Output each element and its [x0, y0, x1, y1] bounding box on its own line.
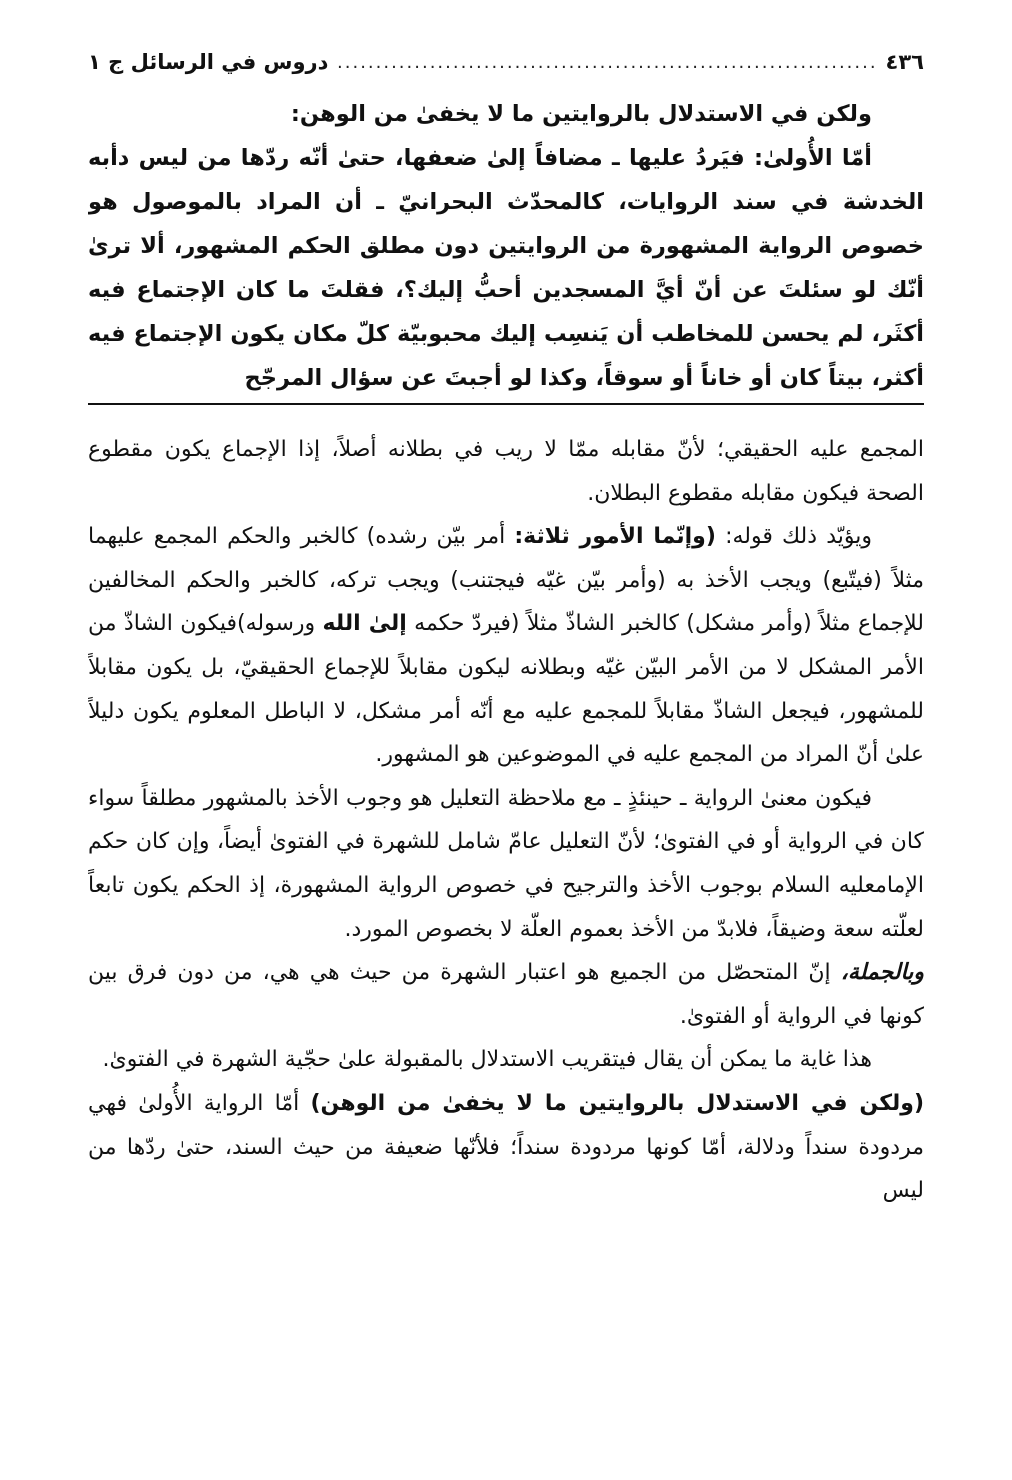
- emphasis-text: وبالجملة،: [840, 960, 924, 986]
- commentary-text: [88, 428, 924, 1458]
- commentary-paragraph: فيكون معنىٰ الرواية ـ حينئذٍ ـ مع ملاحظة التعليل هو وجوب الأخذ بالمشهور مطلقاً سواء كان في الرواية أو في الفتوىٰ؛ لأنّ التعليل عامّ شامل للشهرة في الفتوىٰ أيضاً، وإن كان حكم الإمامعليه السلام بوجوب الأخذ والترجيح في خصوص الرواية المشهورة، إذ الحكم يكون تابعاً لعلّته سعة وضيقاً، فلابدّ من الأخذ بعموم العلّة لا بخصوص المورد.: [88, 785, 924, 942]
- quoted-text: (ولكن في الاستدلال بالروايتين ما لا يخفىٰ من الوهن): [310, 1090, 924, 1116]
- main-paragraph: ولكن في الاستدلال بالروايتين ما لا يخفىٰ من الوهن:: [290, 101, 872, 127]
- text-run: أمّا الرواية الأُولىٰ فهي مردودة سنداً ودلالة، أمّا كونها مردودة سنداً؛ فلأنّها ضعيفة من حيث السند، حتىٰ ردّها من ليس: [88, 1090, 924, 1204]
- commentary-paragraph: [88, 1082, 924, 1213]
- page-number: ٤٣٦: [885, 50, 924, 74]
- quoted-text: إلىٰ الله: [322, 611, 407, 637]
- header-leader-dots: [336, 52, 877, 73]
- main-text: [88, 92, 924, 402]
- separator-line: [88, 403, 924, 405]
- quoted-text: (وإنّما الأمور ثلاثة:: [514, 524, 716, 550]
- book-title: دروس في الرسائل ج ١: [88, 50, 329, 74]
- commentary-paragraph: [88, 515, 924, 777]
- text-run: أمر بيّن رشده) كالخبر والحكم المجمع عليهما مثلاً (فيتّبع) ويجب الأخذ به (وأمر بيّن غيّه فيجتنب) ويجب تركه، كالخبر والحكم المخالفين للإجماع مثلاً (وأمر مشكل) كالخبر الشاذّ مثلاً (فيردّ حكمه: [88, 524, 924, 637]
- running-header: [88, 42, 924, 82]
- main-paragraph: أمّا الأُولىٰ: فيَردُ عليها ـ مضافاً إلىٰ ضعفها، حتىٰ أنّه ردّها من ليس دأبه الخدشة في سند الروايات، كالمحدّث البحرانيّ ـ أن المراد بالموصول هو خصوص الرواية المشهورة من الروايتين دون مطلق الحكم المشهور، ألا ترىٰ أنّك لو سئلتَ عن أنّ أيَّ المسجدين أحبُّ إليك؟، فقلتَ ما كان الإجتماع فيه أكثَر، لم يحسن للمخاطب أن يَنسِب إليك محبوبيّة كلّ مكان يكون الإجتماع فيه أكثر، بيتاً كان أو خاناً أو سوقاً، وكذا لو أجبتَ عن سؤال المرجّح: [88, 145, 924, 391]
- text-run: ورسوله)فيكون الشاذّ من الأمر المشكل لا من الأمر البيّن غيّه وبطلانه ليكون مقابلاً للإجماع الحقيقيّ، بل يكون مقابلاً للمشهور، فيجعل الشاذّ مقابلاً للمجمع عليه مع أنّه أمر مشكل، لا الباطل المعلوم يكون دليلاً علىٰ أنّ المراد من المجمع عليه في الموضوعين هو المشهور.: [88, 611, 924, 768]
- text-run: ويؤيّد ذلك قوله:: [715, 524, 872, 550]
- text-run: إنّ المتحصّل من الجميع هو اعتبار الشهرة من حيث هي هي، من دون فرق بين كونها في الرواية أو الفتوىٰ.: [88, 960, 924, 1029]
- commentary-paragraph: [88, 951, 924, 1038]
- commentary-paragraph: المجمع عليه الحقيقي؛ لأنّ مقابله ممّا لا ريب في بطلانه أصلاً، إذا الإجماع يكون مقطوع الصحة فيكون مقابله مقطوع البطلان.: [88, 437, 924, 506]
- commentary-paragraph: هذا غاية ما يمكن أن يقال فيتقريب الاستدلال بالمقبولة علىٰ حجّية الشهرة في الفتوىٰ.: [102, 1047, 872, 1073]
